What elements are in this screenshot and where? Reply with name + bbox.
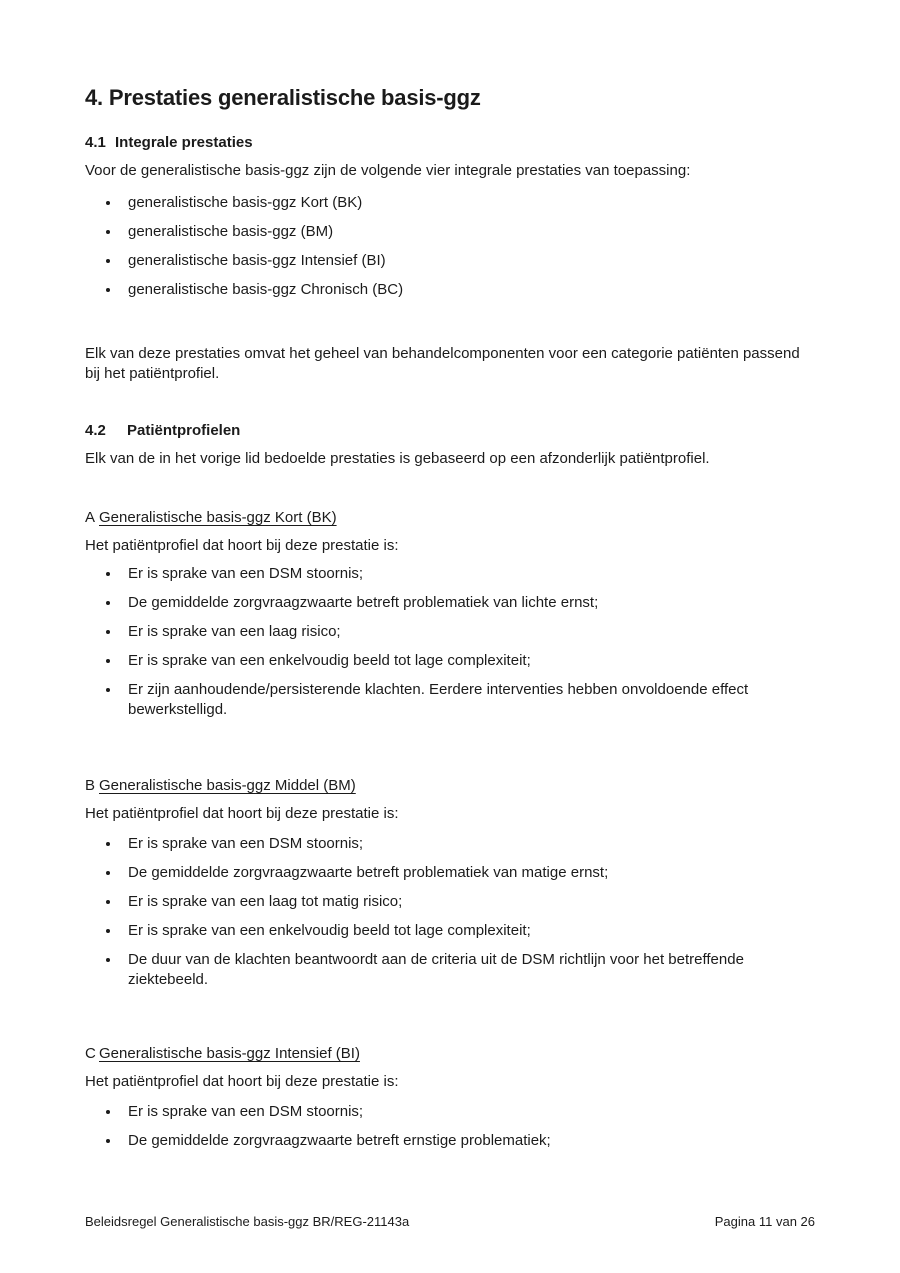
page-title: 4. Prestaties generalistische basis-ggz [85, 85, 481, 110]
list-item-text: generalistische basis-ggz (BM) [128, 223, 334, 240]
section-42-intro: Elk van de in het vorige lid bedoelde prestaties is gebaseerd op een afzonderlijk patiëntprofiel. [85, 450, 710, 467]
bullet-icon [85, 950, 128, 990]
section-41-heading [85, 133, 817, 153]
list-item [85, 1102, 817, 1122]
list-item [85, 593, 817, 613]
bullet-icon [85, 680, 128, 720]
document-reference: Beleidsregel Generalistische basis-ggz BR/REG-21143a [85, 1214, 410, 1229]
list-item-text: Er is sprake van een enkelvoudig beeld tot lage complexiteit; [128, 922, 531, 939]
profile-b-list [85, 834, 817, 990]
list-item-text: generalistische basis-ggz Chronisch (BC) [128, 281, 404, 298]
list-item-text: De gemiddelde zorgvraagzwaarte betreft problematiek van lichte ernst; [128, 594, 599, 611]
list-item [85, 863, 817, 883]
bullet-icon [85, 564, 128, 584]
list-item-text: Er is sprake van een laag tot matig risico; [128, 893, 403, 910]
bullet-icon [85, 193, 128, 213]
list-item [85, 680, 817, 720]
profile-b-heading-text: Generalistische basis-ggz Middel (BM) [99, 777, 356, 794]
list-item [85, 280, 817, 300]
document-content [85, 0, 817, 1160]
list-item [85, 193, 817, 213]
profile-c-heading [85, 1044, 817, 1064]
profile-c-intro: Het patiëntprofiel dat hoort bij deze prestatie is: [85, 1073, 399, 1090]
section-42-heading [85, 421, 817, 441]
list-item [85, 950, 817, 990]
profile-b-intro: Het patiëntprofiel dat hoort bij deze prestatie is: [85, 805, 399, 822]
list-item [85, 921, 817, 941]
bullet-icon [85, 1131, 128, 1151]
bullet-icon [85, 622, 128, 642]
list-item-text: Er is sprake van een DSM stoornis; [128, 1103, 364, 1120]
prestaties-list [85, 193, 817, 300]
bullet-icon [85, 651, 128, 671]
profile-a-intro: Het patiëntprofiel dat hoort bij deze prestatie is: [85, 537, 399, 554]
section-41-closing: Elk van deze prestaties omvat het geheel van behandelcomponenten voor een categorie patiënten passend bij het patiëntprofiel. [85, 345, 800, 382]
bullet-icon [85, 593, 128, 613]
list-item [85, 622, 817, 642]
list-item [85, 834, 817, 854]
list-item-text: Er is sprake van een laag risico; [128, 623, 341, 640]
section-42-number: 4.2 [85, 422, 106, 439]
bullet-icon [85, 921, 128, 941]
section-41-number: 4.1 [85, 134, 106, 151]
list-item-text: Er is sprake van een enkelvoudig beeld tot lage complexiteit; [128, 652, 531, 669]
section-42-heading-text: Patiëntprofielen [127, 422, 241, 439]
page-number: Pagina 11 van 26 [714, 1214, 815, 1229]
bullet-icon [85, 892, 128, 912]
list-item-text: De gemiddelde zorgvraagzwaarte betreft ernstige problematiek; [128, 1132, 551, 1149]
list-item [85, 651, 817, 671]
bullet-icon [85, 251, 128, 271]
profile-a-heading [85, 508, 817, 528]
list-item [85, 892, 817, 912]
bullet-icon [85, 222, 128, 242]
profile-a-heading-text: Generalistische basis-ggz Kort (BK) [99, 509, 337, 526]
list-item-text: generalistische basis-ggz Intensief (BI) [128, 252, 386, 269]
profile-c-list [85, 1102, 817, 1151]
list-item-text: Er is sprake van een DSM stoornis; [128, 835, 364, 852]
bullet-icon [85, 1102, 128, 1122]
profile-c-letter: C [85, 1045, 96, 1062]
list-item-text: De duur van de klachten beantwoordt aan de criteria uit de DSM richtlijn voor het betreffende ziektebeeld. [128, 951, 744, 988]
profile-b-heading [85, 776, 817, 796]
bullet-icon [85, 834, 128, 854]
profile-a-list [85, 564, 817, 720]
list-item [85, 222, 817, 242]
page-footer [85, 1214, 815, 1230]
list-item-text: generalistische basis-ggz Kort (BK) [128, 194, 363, 211]
profile-a-letter: A [85, 509, 96, 526]
profile-b-letter: B [85, 777, 96, 794]
list-item-text: Er zijn aanhoudende/persisterende klachten. Eerdere interventies hebben onvoldoende effect bewerkstelligd. [128, 681, 749, 718]
bullet-icon [85, 280, 128, 300]
list-item-text: Er is sprake van een DSM stoornis; [128, 565, 364, 582]
list-item [85, 251, 817, 271]
bullet-icon [85, 863, 128, 883]
section-41-heading-text: Integrale prestaties [115, 134, 253, 151]
list-item [85, 564, 817, 584]
list-item-text: De gemiddelde zorgvraagzwaarte betreft problematiek van matige ernst; [128, 864, 609, 881]
section-41-intro: Voor de generalistische basis-ggz zijn de volgende vier integrale prestaties van toepassing: [85, 162, 691, 179]
list-item [85, 1131, 817, 1151]
profile-c-heading-text: Generalistische basis-ggz Intensief (BI) [99, 1045, 360, 1062]
